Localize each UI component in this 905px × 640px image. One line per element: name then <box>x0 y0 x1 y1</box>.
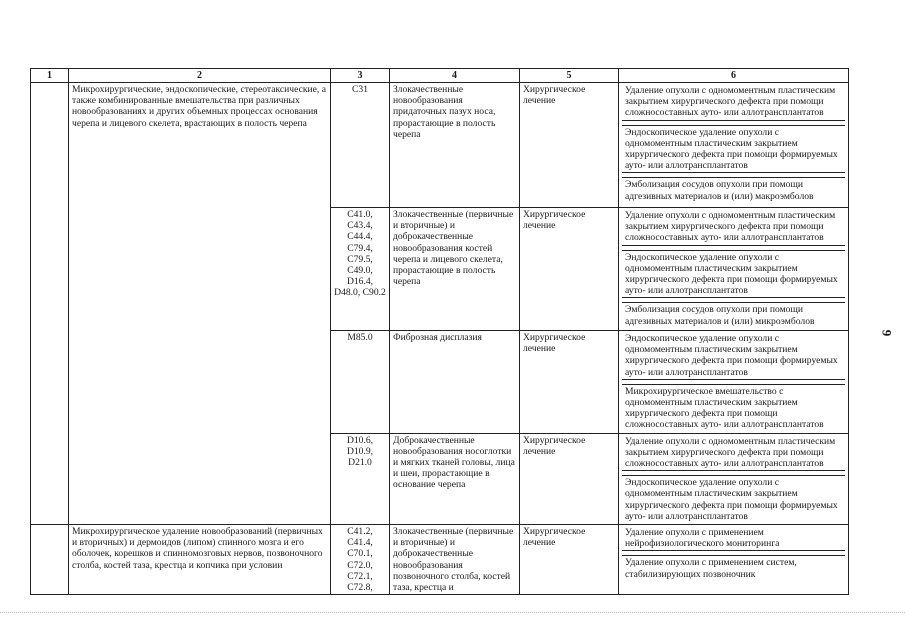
treatment-method: Эндоскопическое удаление опухоли с одномоментным пластическим закрытием хирургического дефекта при помощи формируемых ауто- или аллотрансплантатов <box>622 250 845 299</box>
table-row <box>31 83 849 208</box>
treatment-method: Удаление опухоли с одномоментным пластическим закрытием хирургического дефекта при помощи сложносоставных ауто- или аллотрансплантатов <box>622 84 845 121</box>
intervention-name-cell: Микрохирургическое удаление новообразований (первичных и вторичных) и дермоидов (липом) спинного мозга и его оболочек, корешков и спинномозговых нервов, позвоночного столба, костей таза, крестца и копчика при условии <box>69 525 331 595</box>
intervention-name-cell: Микрохирургические, эндоскопические, стереотаксические, а также комбинированные вмешательства при различных новообразованиях и других объемных процессах основания черепа и лицевого скелета, врастающих в полость черепа <box>69 83 331 525</box>
icd-codes-cell: C31 <box>331 83 390 208</box>
header-col-1: 1 <box>31 69 69 83</box>
treatment-method: Эндоскопическое удаление опухоли с одномоментным пластическим закрытием хирургического дефекта при помощи формируемых ауто- или аллотрансплантатов <box>622 475 845 523</box>
header-col-3: 3 <box>331 69 390 83</box>
treatment-methods-cell <box>619 433 849 524</box>
icd-codes-cell: D10.6, D10.9, D21.0 <box>331 433 390 524</box>
icd-codes-cell: C41.2, C41.4, C70.1, C72.0, C72.1, C72.8, <box>331 525 390 595</box>
treatment-method: Эндоскопическое удаление опухоли с одномоментным пластическим закрытием хирургического дефекта при помощи формируемых ауто- или аллотрансплантатов <box>622 332 845 380</box>
treatment-method: Эндоскопическое удаление опухоли с одномоментным пластическим закрытием хирургического дефекта при помощи формируемых ауто- или аллотрансплантатов <box>622 125 845 174</box>
diagnosis-cell: Доброкачественные новообразования носоглотки и мягких тканей головы, лица и шеи, прорастающие в основание черепа <box>390 433 520 524</box>
treatment-methods-cell <box>619 208 849 331</box>
icd-codes-cell: C41.0, C43.4, C44.4, C79.4, C79.5, C49.0, D16.4, D48.0, C90.2 <box>331 208 390 331</box>
treatment-type-cell: Хирургическое лечение <box>520 331 619 434</box>
table-row <box>31 525 849 595</box>
treatment-type-cell: Хирургическое лечение <box>520 433 619 524</box>
row-number-cell <box>31 525 69 595</box>
icd-codes-cell: M85.0 <box>331 331 390 434</box>
treatment-method: Микрохирургическое вмешательство с одномоментным пластическим закрытием хирургического дефекта при помощи сложносоставных ауто- или аллотрансплантатов <box>622 384 845 432</box>
treatment-method: Эмболизация сосудов опухоли при помощи адгезивных материалов и (или) микроэмболов <box>622 302 845 327</box>
treatment-type-cell: Хирургическое лечение <box>520 83 619 208</box>
row-number-cell <box>31 83 69 525</box>
medical-care-table <box>30 68 849 595</box>
diagnosis-cell: Злокачественные новообразования придаточных пазух носа, прорастающие в полость черепа <box>390 83 520 208</box>
header-col-5: 5 <box>520 69 619 83</box>
header-col-6: 6 <box>619 69 849 83</box>
treatment-methods-cell <box>619 83 849 208</box>
diagnosis-cell: Злокачественные (первичные и вторичные) и доброкачественные новообразования позвоночного столба, костей таза, крестца и <box>390 525 520 595</box>
treatment-method: Удаление опухоли с одномоментным пластическим закрытием хирургического дефекта при помощи сложносоставных ауто- или аллотрансплантатов <box>622 435 845 472</box>
treatment-type-cell: Хирургическое лечение <box>520 525 619 595</box>
header-col-4: 4 <box>390 69 520 83</box>
treatment-type-cell: Хирургическое лечение <box>520 208 619 331</box>
page-number: 9 <box>879 329 895 337</box>
header-col-2: 2 <box>69 69 331 83</box>
diagnosis-cell: Злокачественные (первичные и вторичные) и доброкачественные новообразования костей черепа и лицевого скелета, прорастающие в полость черепа <box>390 208 520 331</box>
page-bottom-edge <box>0 612 905 613</box>
treatment-method: Удаление опухоли с применением систем, стабилизирующих позвоночник <box>622 555 845 580</box>
header-row <box>31 69 849 83</box>
treatment-methods-cell <box>619 331 849 434</box>
treatment-method: Эмболизация сосудов опухоли при помощи адгезивных материалов и (или) макроэмболов <box>622 177 845 202</box>
diagnosis-cell: Фиброзная дисплазия <box>390 331 520 434</box>
treatment-method: Удаление опухоли с применением нейрофизиологического мониторинга <box>622 526 845 551</box>
treatment-method: Удаление опухоли с одномоментным пластическим закрытием хирургического дефекта при помощи сложносоставных ауто- или аллотрансплантатов <box>622 209 845 246</box>
treatment-methods-cell <box>619 525 849 595</box>
